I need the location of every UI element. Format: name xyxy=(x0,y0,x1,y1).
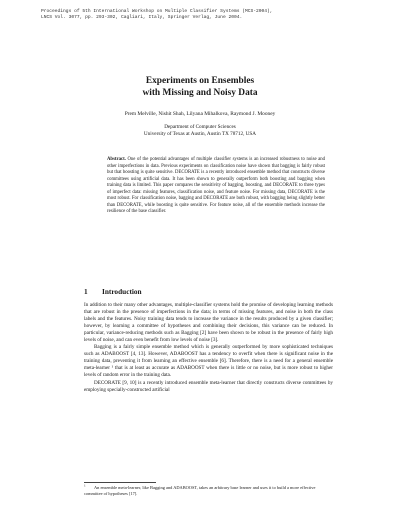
abstract-text: One of the potential advantages of multiple classifier systems is an increased robustness to noise and other imperfections in data. Previous experiments on classification noise have shown that bagging is fairly robust but that boosting is quite sensitive. DECORATE is a recently introduced ensemble method that constructs diverse committees using artificial data. It has been shown to generally outperform both boosting and bagging when training data is limited. This paper compares the sensitivity of bagging, boosting, and DECORATE to three types of imperfect data: missing features, classification noise, and feature noise. For missing data, DECORATE is the most robust. For classification noise, bagging and DECORATE are both robust, with bagging being slightly better than DECORATE, while boosting is quite sensitive. For feature noise, all of the ensemble methods increase the resilience of the base classifier. xyxy=(107,157,326,215)
abstract xyxy=(107,157,325,216)
proceedings-line-2: LNCS Vol. 3077, pp. 293-302, Cagliari, Italy, Springer Verlag, June 2004. xyxy=(41,15,243,21)
section-number: 1 xyxy=(84,287,88,296)
proceedings-header xyxy=(41,9,371,22)
footnote-mark: 1 xyxy=(84,483,86,488)
section-title: Introduction xyxy=(102,287,142,296)
affiliation-line-1: Department of Computer Sciences xyxy=(164,124,236,130)
paper-title-line-1: Experiments on Ensembles xyxy=(145,76,255,86)
footnote-text: An ensemble meta-learner, like Bagging and ADABOOST, takes an arbitrary base learner and uses it to build a more effective committee of hypotheses [17]. xyxy=(84,485,316,496)
body-paragraph-3: DECORATE [9, 10] is a recently introduced ensemble meta-learner that directly constructs diverse committees by employing specially-constructed artificial xyxy=(84,379,333,393)
abstract-heading: Abstract. xyxy=(107,157,126,162)
introduction-body xyxy=(84,302,333,394)
paper-authors: Prem Melville, Nishit Shah, Lilyana Mihalkova, Raymond J. Mooney xyxy=(124,111,276,117)
footnote-divider xyxy=(84,482,156,483)
section-heading-introduction xyxy=(84,287,142,296)
body-paragraph-1: In addition to their many other advantages, multiple-classifier systems hold the promise of developing learning methods that are robust in the presence of imperfections in the data; in terms of missing features, and noise in both the class labels and the features. Noisy training data tends to increase the variance in the results produced by a given classifier; however, by learning a committee of hypotheses and combining their decisions, this variance can be reduced. In particular, variance-reducing methods such as Bagging [2] have been shown to be robust in the presence of fairly high levels of noise, and can even benefit from low levels of noise [3]. xyxy=(84,302,333,344)
affiliation-line-2: University of Texas at Austin, Austin TX 78712, USA xyxy=(143,131,257,137)
proceedings-line-1: Proceedings of 5th International Workshop on Multiple Classifier Systems (MCS-2004), xyxy=(41,9,273,14)
body-paragraph-2: Bagging is a fairly simple ensemble method which is generally outperformed by more sophisticated techniques such as ADABOOST [4, 13]. However, ADABOOST has a tendency to overfit when there is significant noise in the training data, preventing it from learning an effective ensemble [6]. Therefore, there is a need for a general ensemble meta-learner ¹ that is at least as accurate as ADABOOST when there is little or no noise, but is more robust to higher levels of random error in the training data. xyxy=(84,344,333,379)
paper-title-line-2: with Missing and Noisy Data xyxy=(142,88,258,98)
footnote xyxy=(84,485,333,497)
